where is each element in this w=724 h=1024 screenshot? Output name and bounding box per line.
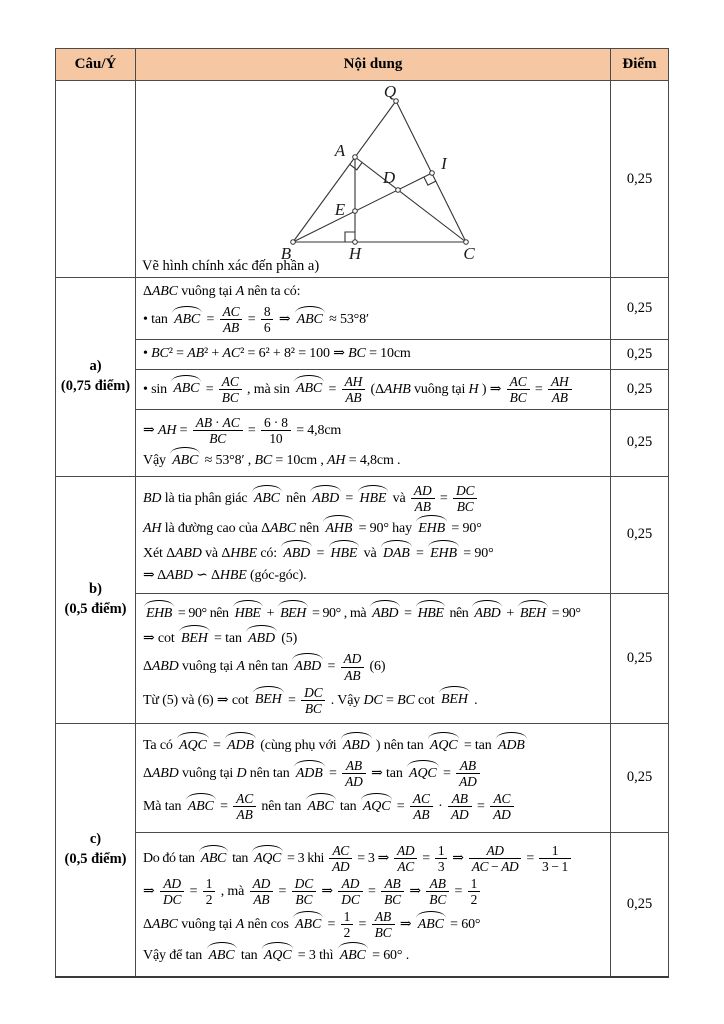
points-cell: 0,25 — [611, 723, 669, 832]
line-BQ — [293, 101, 396, 242]
points-cell: 0,25 — [611, 278, 669, 340]
math-line: Do đó tan ABC tan AQC = 3 khi $\frac{AC}{AD}$ = 3 ⇒ $\frac{AD}{AC}$ = $\frac{1}{3}$ ⇒ $\frac{AD}{AC - AD}$ = $\frac{1}{3 - 1}$ — [143, 843, 603, 874]
math-line: Ta có AQC = ADB (cùng phụ với ABD ) nên tan AQC = tan ADB — [143, 733, 603, 756]
row-a3 — [56, 369, 669, 409]
point-B — [291, 239, 296, 244]
math-line: EHB = 90° nên HBE + BEH = 90° , mà ABD = HBE nên ABD + BEH = 90° — [143, 601, 603, 624]
section-b-points-label: (0,5 điểm) — [64, 600, 127, 617]
content-cell — [136, 832, 611, 977]
line-BI — [293, 173, 432, 242]
math-line: ΔABD vuông tại D nên tan ADB = $\frac{AB}{AD}$ ⇒ tan AQC = $\frac{AB}{AD}$ — [143, 758, 603, 789]
math-line: • tan ABC = $\frac{AC}{AB}$ = $\frac{8}{6}$ ⇒ ABC ≈ 53°8′ — [143, 304, 369, 336]
content-cell — [136, 723, 611, 832]
math-line: Từ (5) và (6) ⇒ cot BEH = $\frac{DC}{BC}$ . Vậy DC = BC cot BEH . — [143, 684, 478, 716]
label-E: E — [334, 199, 346, 219]
points-cell: 0,25 — [611, 369, 669, 409]
math-line: AH là đường cao của ΔABC nên AHB = 90° hay EHB = 90° — [143, 516, 603, 539]
row-c2 — [56, 832, 669, 977]
content-cell — [136, 278, 611, 340]
point-A — [353, 154, 358, 159]
math-line: Mà tan ABC = $\frac{AC}{AB}$ nên tan ABC tan AQC = $\frac{AC}{AB}$ · $\frac{AB}{AD}$ = $\frac{AC}{AD}$ — [143, 791, 603, 822]
line-AC — [355, 157, 466, 242]
content-cell — [136, 476, 611, 593]
section-b-label: b) — [89, 581, 102, 598]
points-cell: 0,25 — [611, 476, 669, 593]
figure-wrapper — [136, 82, 610, 277]
section-c-points-label: (0,5 điểm) — [64, 851, 127, 868]
table-header-row — [56, 49, 669, 81]
answer-table — [55, 48, 669, 978]
section-c-label: c) — [89, 831, 102, 848]
figure-cell — [136, 81, 611, 278]
section-a-label: a) — [89, 358, 102, 375]
math-line: Vậy ABC ≈ 53°8′ , BC = 10cm , AH = 4,8cm . — [143, 448, 603, 471]
points-cell: 0,25 — [611, 409, 669, 476]
row-a1 — [56, 278, 669, 340]
section-b-label-cell — [56, 476, 136, 723]
header-cau: Câu/Ý — [56, 49, 136, 81]
math-line: ⇒ AH = $\frac{AB \cdot AC}{BC}$ = $\frac{6 \cdot 8}{10}$ = 4,8cm — [143, 414, 342, 446]
row-a2 — [56, 340, 669, 369]
row-c1 — [56, 723, 669, 832]
row-b2 — [56, 593, 669, 723]
label-D: D — [382, 167, 396, 187]
math-line: BD là tia phân giác ABC nên ABD = HBE và $\frac{AD}{AB}$ = $\frac{DC}{BC}$ — [143, 483, 603, 514]
label-A: A — [334, 140, 346, 160]
figure-row-empty-cell — [56, 81, 136, 278]
figure-caption: Vẽ hình chính xác đến phần a) — [142, 257, 320, 274]
point-E — [353, 208, 358, 213]
math-line: ⇒ cot BEH = tan ABD (5) — [143, 626, 603, 649]
label-H: H — [348, 243, 362, 263]
point-I — [430, 170, 435, 175]
section-a-points-label: (0,75 điểm) — [60, 377, 131, 394]
math-line: ⇒ $\frac{AD}{DC}$ = $\frac{1}{2}$ , mà $\frac{AD}{AB}$ = $\frac{DC}{BC}$ ⇒ $\frac{AD}{DC}$ = $\frac{AB}{BC}$ ⇒ $\frac{AB}{BC}$ = $\frac{1}{2}$ — [143, 876, 603, 907]
label-Q: Q — [383, 81, 397, 101]
content-cell — [136, 340, 611, 369]
math-line: Xét ΔABD và ΔHBE có: ABD = HBE và DAB = EHB = 90° — [143, 541, 603, 564]
content-cell — [136, 409, 611, 476]
figure-row — [56, 81, 669, 278]
math-line: ΔABC vuông tại A nên ta có: — [143, 284, 301, 299]
section-c-label-cell — [56, 723, 136, 977]
row-a4 — [56, 409, 669, 476]
points-cell: 0,25 — [611, 593, 669, 723]
math-line: ΔABD vuông tại A nên tan ABD = $\frac{AD}{AB}$ (6) — [143, 651, 386, 683]
content-cell — [136, 593, 611, 723]
header-diem: Điểm — [611, 49, 669, 81]
math-line: ΔABC vuông tại A nên cos ABC = $\frac{1}{2}$ = $\frac{AB}{BC}$ ⇒ ABC = 60° — [143, 909, 481, 941]
points-cell: 0,25 — [611, 340, 669, 369]
section-a-label-cell — [56, 278, 136, 477]
label-I: I — [441, 153, 447, 173]
math-line: • sin ABC = $\frac{AC}{BC}$ , mà sin ABC = $\frac{AH}{AB}$ (ΔAHB vuông tại H ) ⇒ $\frac{AC}{BC}$ = $\frac{AH}{AB}$ — [143, 374, 603, 405]
point-D — [396, 187, 401, 192]
label-B: B — [280, 243, 292, 263]
geometry-figure — [275, 82, 481, 264]
points-cell: 0,25 — [611, 81, 669, 278]
math-line: ⇒ ΔABD ∽ ΔHBE (góc-góc). — [143, 568, 307, 584]
right-angle-mark-A — [350, 162, 362, 169]
math-line: • BC² = AB² + AC² = 6² + 8² = 100 ⇒ BC = 10cm — [143, 346, 411, 362]
label-C: C — [463, 243, 475, 263]
row-b1 — [56, 476, 669, 593]
content-cell — [136, 369, 611, 409]
math-line: Vậy để tan ABC tan AQC = 3 thì ABC = 60° . — [143, 943, 603, 966]
header-noidung: Nội dung — [136, 49, 611, 81]
points-cell: 0,25 — [611, 832, 669, 977]
